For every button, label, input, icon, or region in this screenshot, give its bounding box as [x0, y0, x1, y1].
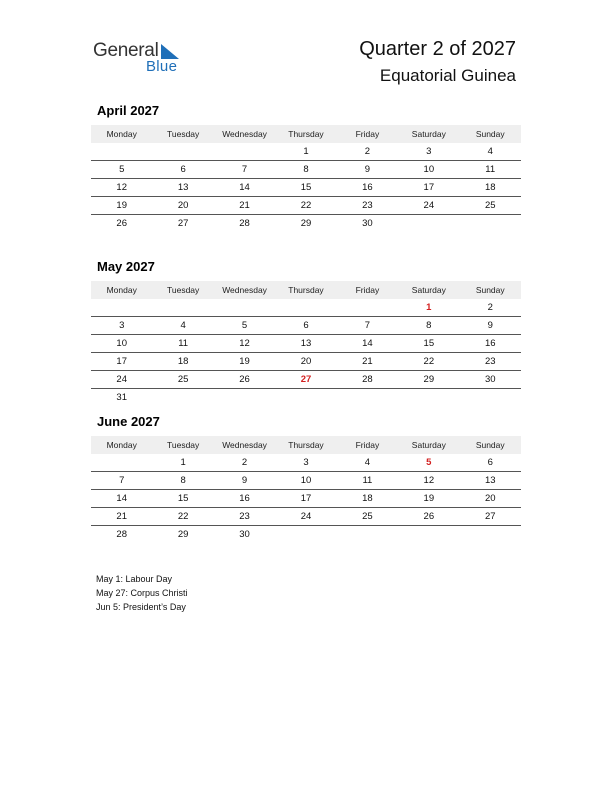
country-name: Equatorial Guinea: [379, 66, 516, 85]
weekday-label: Monday: [106, 285, 137, 295]
week-row: [91, 389, 521, 406]
day-cell: 15: [423, 338, 435, 349]
week-row: [91, 490, 521, 508]
week-row: [91, 454, 521, 472]
day-cell: [91, 454, 152, 471]
day-cell: 6: [303, 320, 309, 331]
holiday-day-cell: 5: [426, 457, 432, 468]
day-cell: 11: [485, 164, 496, 175]
day-cell: 7: [364, 320, 371, 331]
week-row: [91, 508, 521, 526]
day-cell: 30: [362, 218, 373, 229]
day-cell: 3: [303, 457, 309, 468]
day-cell: 8: [426, 320, 432, 331]
day-cell: 15: [177, 493, 189, 504]
month-june: [91, 414, 521, 543]
day-cell: 2: [487, 302, 493, 313]
day-cell: 18: [362, 493, 373, 504]
day-cell: [91, 143, 152, 160]
day-cell: 18: [484, 182, 496, 193]
day-cell: 12: [423, 475, 435, 486]
day-cell: 29: [300, 218, 312, 229]
weekday-label: Friday: [355, 285, 380, 295]
holiday-entry: Jun 5: President’s Day: [96, 602, 186, 612]
week-row: [91, 472, 521, 490]
month-title: June 2027: [97, 414, 160, 429]
day-cell: 19: [423, 493, 435, 504]
day-cell: [275, 389, 336, 406]
day-cell: [214, 389, 275, 406]
day-cell: 26: [239, 374, 250, 385]
week-row: [91, 197, 521, 215]
day-cell: 15: [300, 182, 312, 193]
day-cell: 24: [116, 374, 127, 385]
day-cell: 22: [423, 356, 435, 367]
day-cell: 13: [300, 338, 312, 349]
weekday-label: Thursday: [288, 440, 324, 450]
day-cell: 20: [177, 200, 189, 211]
weekday-header-row: [91, 436, 521, 454]
day-cell: [275, 299, 336, 316]
week-row: [91, 371, 521, 389]
day-cell: [214, 299, 275, 316]
day-cell: 17: [300, 493, 312, 504]
day-cell: [91, 299, 152, 316]
page-title: Quarter 2 of 2027: [359, 38, 516, 60]
day-cell: 19: [239, 356, 250, 367]
day-cell: [275, 526, 336, 543]
day-cell: 1: [303, 146, 309, 157]
day-cell: 2: [364, 146, 371, 157]
day-cell: 16: [484, 338, 496, 349]
month-april: [91, 103, 521, 232]
weekday-label: Friday: [355, 440, 380, 450]
day-cell: 8: [303, 164, 309, 175]
week-row: [91, 526, 521, 543]
day-cell: 5: [119, 164, 125, 175]
day-cell: 19: [116, 200, 127, 211]
weekday-label: Friday: [355, 129, 380, 139]
day-cell: [398, 526, 459, 543]
holiday-day-cell: 27: [300, 374, 312, 385]
day-cell: 3: [119, 320, 125, 331]
day-cell: 2: [241, 457, 248, 468]
day-cell: 11: [362, 475, 373, 486]
day-cell: 21: [239, 200, 250, 211]
day-cell: [152, 143, 213, 160]
day-cell: 28: [362, 374, 373, 385]
day-cell: 5: [241, 320, 248, 331]
day-cell: 3: [426, 146, 432, 157]
holiday-entry: May 27: Corpus Christi: [96, 588, 188, 598]
day-cell: 23: [484, 356, 496, 367]
weekday-label: Tuesday: [166, 285, 200, 295]
day-cell: 27: [484, 511, 496, 522]
day-cell: 6: [487, 457, 493, 468]
day-cell: 4: [180, 320, 186, 331]
weekday-label: Wednesday: [222, 440, 267, 450]
week-row: [91, 215, 521, 232]
day-cell: [337, 389, 398, 406]
day-cell: 23: [362, 200, 373, 211]
day-cell: 1: [180, 457, 186, 468]
weekday-label: Monday: [106, 129, 137, 139]
day-cell: [460, 526, 521, 543]
day-cell: [337, 299, 398, 316]
weekday-label: Wednesday: [222, 129, 267, 139]
day-cell: 14: [116, 493, 127, 504]
day-cell: 10: [300, 475, 312, 486]
weekday-label: Monday: [106, 440, 137, 450]
day-cell: 27: [177, 218, 189, 229]
day-cell: 28: [239, 218, 250, 229]
week-row: [91, 161, 521, 179]
day-cell: 16: [362, 182, 373, 193]
day-cell: 22: [177, 511, 189, 522]
day-cell: 10: [423, 164, 435, 175]
day-cell: [152, 389, 213, 406]
day-cell: 21: [116, 511, 127, 522]
weekday-header-row: [91, 125, 521, 143]
holiday-day-cell: 1: [426, 302, 432, 313]
weekday-label: Wednesday: [222, 285, 267, 295]
week-row: [91, 353, 521, 371]
month-title: April 2027: [97, 103, 160, 118]
weekday-header-row: [91, 281, 521, 299]
weekday-label: Thursday: [288, 285, 324, 295]
day-cell: 20: [300, 356, 312, 367]
day-cell: [398, 389, 459, 406]
month-title: May 2027: [97, 259, 155, 274]
day-cell: 6: [180, 164, 186, 175]
weekday-label: Thursday: [288, 129, 324, 139]
weekday-label: Sunday: [475, 285, 505, 295]
weekday-label: Sunday: [475, 129, 505, 139]
day-cell: 16: [239, 493, 250, 504]
day-cell: 17: [116, 356, 127, 367]
day-cell: 4: [364, 457, 371, 468]
day-cell: [460, 389, 521, 406]
day-cell: 30: [484, 374, 496, 385]
logo-text-blue: Blue: [146, 58, 178, 75]
day-cell: 23: [239, 511, 250, 522]
day-cell: 10: [116, 338, 127, 349]
week-row: [91, 143, 521, 161]
day-cell: 25: [362, 511, 373, 522]
day-cell: 9: [241, 475, 248, 486]
week-row: [91, 335, 521, 353]
weekday-label: Saturday: [411, 129, 446, 139]
day-cell: [460, 215, 521, 232]
day-cell: 12: [116, 182, 127, 193]
day-cell: 13: [484, 475, 496, 486]
day-cell: [214, 143, 275, 160]
day-cell: 25: [484, 200, 496, 211]
day-cell: 7: [241, 164, 248, 175]
day-cell: 4: [487, 146, 493, 157]
day-cell: 21: [362, 356, 373, 367]
day-cell: 24: [300, 511, 312, 522]
weekday-label: Sunday: [475, 440, 505, 450]
day-cell: 31: [116, 392, 127, 403]
generalblue-logo: [93, 40, 193, 80]
week-row: [91, 299, 521, 317]
day-cell: 28: [116, 529, 127, 540]
day-cell: [398, 215, 459, 232]
day-cell: 17: [423, 182, 435, 193]
holiday-list: [96, 572, 188, 614]
day-cell: 29: [177, 529, 189, 540]
day-cell: 30: [239, 529, 250, 540]
day-cell: 26: [423, 511, 435, 522]
day-cell: 12: [239, 338, 250, 349]
day-cell: 18: [177, 356, 189, 367]
day-cell: 14: [239, 182, 250, 193]
day-cell: 8: [180, 475, 186, 486]
week-row: [91, 179, 521, 197]
day-cell: 9: [487, 320, 493, 331]
day-cell: 25: [177, 374, 189, 385]
week-row: [91, 317, 521, 335]
day-cell: 20: [484, 493, 496, 504]
weekday-label: Saturday: [411, 440, 446, 450]
day-cell: 24: [423, 200, 435, 211]
month-may: [91, 259, 521, 406]
day-cell: [152, 299, 213, 316]
holiday-entry: May 1: Labour Day: [96, 574, 173, 584]
day-cell: 26: [116, 218, 127, 229]
day-cell: 11: [178, 338, 189, 349]
day-cell: 7: [119, 475, 125, 486]
weekday-label: Saturday: [411, 285, 446, 295]
weekday-label: Tuesday: [166, 440, 200, 450]
day-cell: [337, 526, 398, 543]
day-cell: 9: [364, 164, 371, 175]
day-cell: 14: [362, 338, 373, 349]
day-cell: 29: [423, 374, 435, 385]
logo-text-general: General: [93, 40, 159, 61]
day-cell: 22: [300, 200, 312, 211]
weekday-label: Tuesday: [166, 129, 200, 139]
day-cell: 13: [177, 182, 189, 193]
